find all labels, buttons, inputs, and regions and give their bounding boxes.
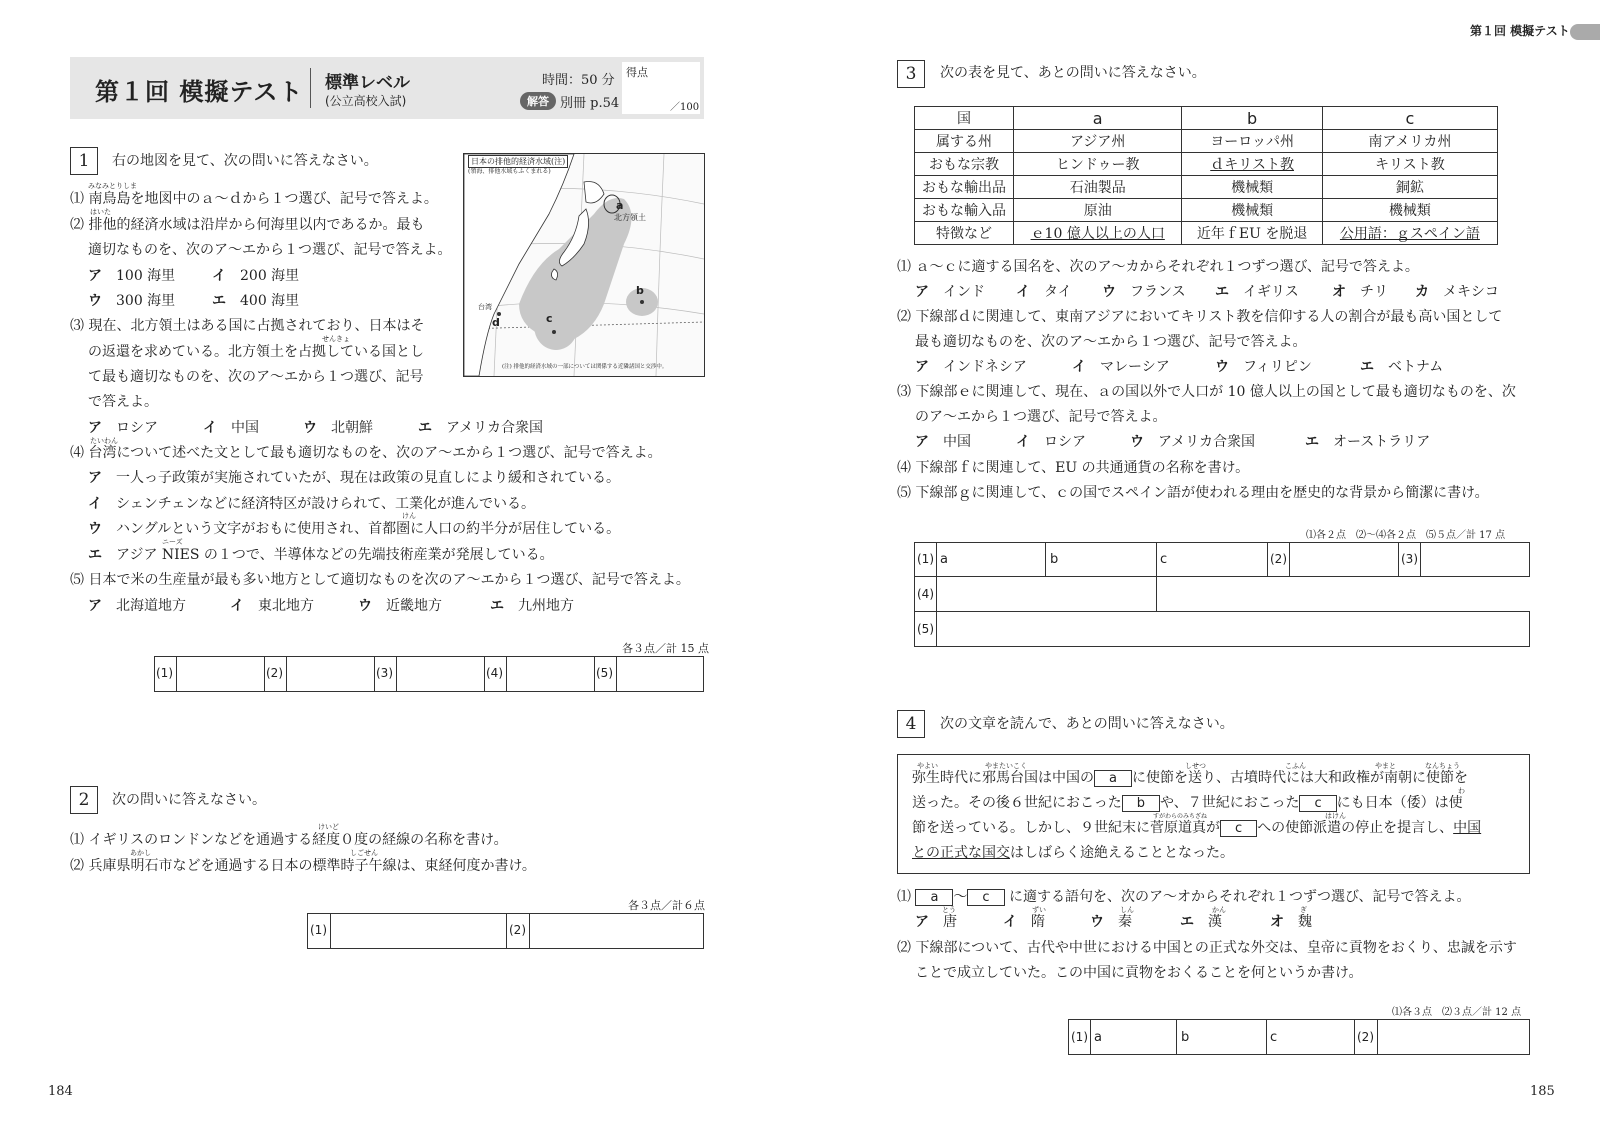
table-cell: 機械類 bbox=[1322, 199, 1497, 222]
q4-sub1-option-a: ア 唐 bbox=[915, 914, 957, 930]
table-header-cell: 国 bbox=[915, 107, 1014, 130]
map-label-d: d bbox=[492, 316, 500, 329]
table-row bbox=[915, 130, 1498, 153]
q1-answer-input-1[interactable] bbox=[177, 657, 263, 691]
q3-sub3-option-e: エ オーストラリア bbox=[1305, 434, 1431, 450]
q1-sub2-option-u: ウ 300 海里 bbox=[88, 293, 176, 309]
map-subtitle: (領海、排他水域もふくまれる) bbox=[468, 168, 551, 175]
ruby-haken: はけん bbox=[1325, 812, 1346, 820]
table-cell: おもな輸出品 bbox=[915, 176, 1014, 199]
q4-answer-input-c[interactable] bbox=[1283, 1020, 1353, 1054]
passage-blank-c: c bbox=[1299, 795, 1336, 812]
ruby-nies: ニーズ bbox=[162, 538, 183, 546]
running-head-tab bbox=[1570, 24, 1600, 40]
q2-sub2: ⑵ 兵庫県明石市などを通過する日本の標準時子午線は、東経何度か書け。 bbox=[70, 858, 536, 874]
table-header-cell: b bbox=[1182, 107, 1322, 130]
q4-answer-label-b: b bbox=[1181, 1030, 1190, 1045]
map-label-territory: 北方領土 bbox=[614, 213, 646, 222]
ruby-gi: ぎ bbox=[1300, 906, 1307, 914]
header-divider bbox=[310, 68, 311, 108]
q3-sub2-option-u: ウ フィリピン bbox=[1215, 359, 1312, 375]
level-sub: (公立高校入試) bbox=[325, 94, 407, 108]
q4-sub1: ⑴ a ～ c に適する語句を、次のア～オからそれぞれ１つずつ選び、記号で答えよ。 bbox=[897, 889, 1471, 905]
q1-sub5-option-i: イ 東北地方 bbox=[230, 598, 314, 614]
map-title: 日本の排他的経済水域(注) bbox=[468, 155, 568, 168]
q3-answer-input-4[interactable] bbox=[937, 577, 1156, 611]
q1-sub5-option-e: エ 九州地方 bbox=[490, 598, 574, 614]
table-row bbox=[915, 222, 1498, 245]
q4-answer-input-b[interactable] bbox=[1194, 1020, 1265, 1054]
table-row bbox=[915, 176, 1498, 199]
map-label-taiwan: 台湾 bbox=[478, 303, 492, 311]
ruby-ken: けん bbox=[402, 512, 416, 520]
table-cell: アジア州 bbox=[1014, 130, 1182, 153]
q1-sub4-option-a: ア 一人っ子政策が実施されていたが、現在は政策の見直しにより緩和されている。 bbox=[88, 470, 620, 486]
table-cell: ｄキリスト教 bbox=[1182, 153, 1322, 176]
table-header-cell: a bbox=[1014, 107, 1182, 130]
q4-sub2-line1: ⑵ 下線部について、古代や中世における中国との正式な外交は、皇帝に貢物をおくり、忠誠を示す bbox=[897, 940, 1517, 956]
table-header-row bbox=[915, 107, 1498, 130]
table-cell: おもな輸入品 bbox=[915, 199, 1014, 222]
q4-sub1-option-u: ウ 秦 bbox=[1090, 914, 1132, 930]
table-cell: 銅鉱 bbox=[1322, 176, 1497, 199]
map-label-b: b bbox=[636, 284, 644, 297]
q1-sub3-line4: で答えよ。 bbox=[88, 394, 158, 410]
q4-points: ⑴各３点 ⑵３点／計 12 点 bbox=[1392, 1007, 1522, 1018]
ruby-wa: わ bbox=[1458, 787, 1465, 795]
answer-badge: 解答 bbox=[520, 92, 556, 110]
q3-answer-label-c: c bbox=[1160, 552, 1168, 567]
ruby-kan: かん bbox=[1212, 906, 1226, 914]
table-row bbox=[915, 199, 1498, 222]
q1-sub5: ⑸ 日本で米の生産量が最も多い地方として適切なものを次のア～エから１つ選び、記号で答えよ。 bbox=[70, 572, 690, 588]
question-3-prompt: 次の表を見て、あとの問いに答えなさい。 bbox=[940, 65, 1206, 81]
test-title: 第１回 模擬テスト bbox=[95, 78, 304, 106]
table-cell: 公用語：ｇスペイン語 bbox=[1322, 222, 1497, 245]
q1-sub3-option-i: イ 中国 bbox=[203, 420, 259, 436]
table-cell: おもな宗教 bbox=[915, 153, 1014, 176]
q3-answer-input-a[interactable] bbox=[952, 543, 1044, 576]
q3-sub1-option-e: エ イギリス bbox=[1215, 284, 1299, 300]
q4-answer-label-1: (1) bbox=[1071, 1030, 1088, 1044]
q3-answer-input-3[interactable] bbox=[1421, 543, 1529, 576]
q1-sub2-line1: ⑵ 排他的経済水域は沿岸から何海里以内であるか。最も bbox=[70, 217, 425, 233]
q3-answer-label-b: b bbox=[1050, 552, 1059, 567]
table-cell: 近年ｆEU を脱退 bbox=[1182, 222, 1322, 245]
table-cell: ｅ10 億人以上の人口 bbox=[1014, 222, 1182, 245]
q3-answer-input-5[interactable] bbox=[937, 612, 1529, 646]
q4-sub2-line2: ことで成立していた。この中国に貢物をおくることを何というか書け。 bbox=[915, 965, 1363, 981]
q3-answer-label-2: (2) bbox=[1270, 552, 1287, 566]
q4-answer-input-2[interactable] bbox=[1378, 1020, 1529, 1054]
q3-answer-label-1: (1) bbox=[917, 552, 934, 566]
page-number-left: 184 bbox=[48, 1084, 73, 1099]
q1-sub3-option-a: ア ロシア bbox=[88, 420, 158, 436]
time-limit: 時間：50 分 bbox=[542, 73, 615, 88]
table-cell: 原油 bbox=[1014, 199, 1182, 222]
passage-blank-c2: c bbox=[1220, 820, 1257, 837]
q1-sub4-option-u: ウ ハングルという文字がおもに使用され、首都圏に人口の約半分が居住している。 bbox=[88, 521, 621, 537]
q3-sub1-option-ka: カ メキシコ bbox=[1415, 284, 1499, 300]
q1-sub2-option-a: ア 100 海里 bbox=[88, 268, 176, 284]
question-1-prompt: 右の地図を見て、次の問いに答えなさい。 bbox=[112, 153, 378, 169]
question-3-number: 3 bbox=[897, 60, 925, 88]
question-2-prompt: 次の問いに答えなさい。 bbox=[112, 792, 266, 808]
ruby-shin: しん bbox=[1120, 906, 1134, 914]
q3-sub3-line1: ⑶ 下線部ｅに関連して、現在、ａの国以外で人口が 10 億人以上の国として最も適切なものを、次 bbox=[897, 384, 1516, 400]
q3-sub2-option-i: イ マレーシア bbox=[1072, 359, 1170, 375]
ruby-minamitorishima: みなみとりしま bbox=[88, 182, 137, 190]
ruby-michizane: すがわらのみちざね bbox=[1153, 813, 1208, 820]
q1-sub3-line3: て最も適切なものを、次のア～エから１つ選び、記号 bbox=[88, 369, 424, 385]
q4-answer-label-c: c bbox=[1270, 1030, 1278, 1045]
q3-sub2-option-e: エ ベトナム bbox=[1360, 359, 1444, 375]
q3-sub1: ⑴ ａ～ｃに適する国名を、次のア～カからそれぞれ１つずつ選び、記号で答えよ。 bbox=[897, 259, 1419, 275]
q4-sub1-option-o: オ 魏 bbox=[1270, 914, 1312, 930]
q3-answer-input-c[interactable] bbox=[1172, 543, 1266, 576]
q4-blank-a: a bbox=[915, 889, 953, 906]
q1-sub3-line1: ⑶ 現在、北方領土はある国に占拠されており、日本はそ bbox=[70, 318, 425, 334]
q1-sub4-option-e: エ アジア NIES の１つで、半導体などの先端技術産業が発展している。 bbox=[88, 547, 554, 563]
passage-line-3: 節を送っている。しかし、９世紀末に菅原道真が c への使節派遣の停止を提言し、中国 bbox=[912, 820, 1482, 836]
q1-answer-label-4: (4) bbox=[486, 666, 503, 680]
ruby-yamatai: やまたいこく bbox=[985, 762, 1027, 770]
q3-sub1-option-o: オ チリ bbox=[1332, 284, 1388, 300]
q2-answer-label-1: (1) bbox=[310, 923, 327, 937]
ruby-shigosen: しごせん bbox=[350, 849, 378, 857]
q1-answer-label-2: (2) bbox=[266, 666, 283, 680]
q3-sub4: ⑷ 下線部ｆに関連して、EU の共通通貨の名称を書け。 bbox=[897, 460, 1250, 476]
table-cell: ヒンドゥー教 bbox=[1014, 153, 1182, 176]
table-cell: 機械類 bbox=[1182, 199, 1322, 222]
q1-answer-label-1: (1) bbox=[156, 666, 173, 680]
eez-map bbox=[463, 153, 705, 377]
ruby-senkyo: せんきょ bbox=[322, 335, 350, 343]
q4-sub1-option-i: イ 隋 bbox=[1003, 914, 1045, 930]
q1-sub4-option-i: イ シェンチェンなどに経済特区が設けられて、工業化が進んでいる。 bbox=[88, 496, 536, 512]
score-total: ／100 bbox=[670, 102, 700, 113]
q1-answer-input-2[interactable] bbox=[287, 657, 373, 691]
q3-answer-input-b[interactable] bbox=[1062, 543, 1155, 576]
question-4-number: 4 bbox=[897, 710, 925, 738]
ruby-taiwan: たいわん bbox=[90, 437, 118, 445]
q4-blank-c: c bbox=[967, 889, 1004, 906]
q3-sub3-option-a: ア 中国 bbox=[915, 434, 971, 450]
table-cell: キリスト教 bbox=[1322, 153, 1497, 176]
q2-points: 各３点／計６点 bbox=[628, 899, 705, 912]
map-label-a: a bbox=[616, 199, 624, 212]
passage-blank-a: a bbox=[1094, 770, 1132, 787]
map-note: (注) 排他的経済水域の一部については関係する近隣諸国と交渉中。 bbox=[502, 364, 668, 370]
q4-answer-label-a: a bbox=[1094, 1030, 1102, 1045]
q3-sub3-line2: のア～エから１つ選び、記号で答えよ。 bbox=[915, 409, 1167, 425]
q1-sub1: ⑴ 南鳥島を地図中のａ～ｄから１つ選び、記号で答えよ。 bbox=[70, 191, 438, 207]
ruby-shisetsu: しせつ bbox=[1185, 762, 1206, 770]
q3-sub2-option-a: ア インドネシア bbox=[915, 359, 1027, 375]
passage-blank-b: b bbox=[1122, 795, 1160, 812]
q1-sub2-option-e: エ 400 海里 bbox=[212, 293, 300, 309]
table-cell: 機械類 bbox=[1182, 176, 1322, 199]
q1-answer-label-3: (3) bbox=[376, 666, 393, 680]
q3-sub1-option-i: イ タイ bbox=[1016, 284, 1072, 300]
q3-answer-label-4: (4) bbox=[917, 587, 934, 601]
q3-points: ⑴各２点 ⑵～⑷各２点 ⑸５点／計 17 点 bbox=[1306, 530, 1506, 541]
ruby-kofun: こふん bbox=[1285, 762, 1306, 770]
table-cell: 特徴など bbox=[915, 222, 1014, 245]
q3-answer-label-3: (3) bbox=[1401, 552, 1418, 566]
q4-answer-label-2: (2) bbox=[1357, 1030, 1374, 1044]
q1-answer-input-4[interactable] bbox=[507, 657, 593, 691]
q4-answer-input-a[interactable] bbox=[1106, 1020, 1175, 1054]
q2-sub1: ⑴ イギリスのロンドンなどを通過する経度０度の経線の名称を書け。 bbox=[70, 832, 508, 848]
q1-sub5-option-u: ウ 近畿地方 bbox=[358, 598, 442, 614]
q3-sub3-option-u: ウ アメリカ合衆国 bbox=[1130, 434, 1256, 450]
ruby-akashi: あかし bbox=[130, 849, 151, 857]
table-cell: 石油製品 bbox=[1014, 176, 1182, 199]
q4-sub1-option-e: エ 漢 bbox=[1180, 914, 1222, 930]
q3-sub2-line1: ⑵ 下線部ｄに関連して、東南アジアにおいてキリスト教を信仰する人の割合が最も高い国として bbox=[897, 309, 1503, 325]
table-header-cell: c bbox=[1322, 107, 1497, 130]
ruby-yayoi: やよい bbox=[917, 762, 938, 770]
q1-points: 各３点／計 15 点 bbox=[622, 642, 709, 655]
q3-sub1-option-a: ア インド bbox=[915, 284, 985, 300]
q3-sub3-option-i: イ ロシア bbox=[1016, 434, 1086, 450]
running-head: 第１回 模擬テスト bbox=[1470, 24, 1570, 38]
q2-answer-label-2: (2) bbox=[509, 923, 526, 937]
q1-sub2-option-i: イ 200 海里 bbox=[212, 268, 300, 284]
level-label: 標準レベル bbox=[325, 73, 410, 93]
q3-answer-label-5: (5) bbox=[917, 622, 934, 636]
ruby-zui: ずい bbox=[1032, 906, 1046, 914]
country-table bbox=[914, 106, 1498, 245]
ruby-yamato: やまと bbox=[1375, 762, 1396, 770]
table-cell: 南アメリカ州 bbox=[1322, 130, 1497, 153]
question-1-number: 1 bbox=[70, 147, 98, 175]
score-label: 得点 bbox=[626, 66, 648, 79]
table-cell: ヨーロッパ州 bbox=[1182, 130, 1322, 153]
q1-sub3-option-e: エ アメリカ合衆国 bbox=[418, 420, 544, 436]
table-row bbox=[915, 153, 1498, 176]
question-4-prompt: 次の文章を読んで、あとの問いに答えなさい。 bbox=[940, 716, 1234, 732]
q3-sub5: ⑸ 下線部ｇに関連して、ｃの国でスペイン語が使われる理由を歴史的な背景から簡潔に書け。 bbox=[897, 485, 1489, 501]
q1-sub2-line2: 適切なものを、次のア～エから１つ選び、記号で答えよ。 bbox=[88, 242, 452, 258]
passage-line-1: 弥生時代に邪馬台国は中国の a に使節を送り、古墳時代には大和政権が南朝に使節を bbox=[912, 770, 1468, 786]
q3-sub1-option-u: ウ フランス bbox=[1102, 284, 1186, 300]
q3-sub2-line2: 最も適切なものを、次のア～エから１つ選び、記号で答えよ。 bbox=[915, 334, 1307, 350]
q3-answer-input-2[interactable] bbox=[1290, 543, 1397, 576]
q1-answer-input-3[interactable] bbox=[397, 657, 483, 691]
q1-answer-label-5: (5) bbox=[596, 666, 613, 680]
page-number-right: 185 bbox=[1530, 1084, 1555, 1099]
q2-answer-input-1[interactable] bbox=[331, 914, 505, 948]
q1-sub5-option-a: ア 北海道地方 bbox=[88, 598, 186, 614]
q3-answer-label-a: a bbox=[940, 552, 948, 567]
ruby-haita: はいた bbox=[90, 208, 111, 216]
q1-sub3-line2: の返還を求めている。北方領土を占拠している国とし bbox=[88, 344, 424, 360]
answer-reference: 別冊 p.54 bbox=[560, 96, 620, 111]
ruby-nancho: なんちょう bbox=[1425, 762, 1460, 770]
table-cell: 属する州 bbox=[915, 130, 1014, 153]
question-2-number: 2 bbox=[70, 786, 98, 814]
passage-line-2: 送った。その後６世紀におこった b や、７世紀におこった c にも日本（倭）は使 bbox=[912, 795, 1463, 811]
q1-sub4: ⑷ 台湾について述べた文として最も適切なものを、次のア～エから１つ選び、記号で答えよ。 bbox=[70, 445, 662, 461]
q1-sub3-option-u: ウ 北朝鮮 bbox=[303, 420, 373, 436]
q1-answer-input-5[interactable] bbox=[617, 657, 703, 691]
map-label-c: c bbox=[546, 312, 553, 325]
eez-map-drawing bbox=[464, 154, 704, 376]
ruby-tou: とう bbox=[942, 906, 956, 914]
ruby-keido: けいど bbox=[318, 823, 339, 831]
q2-answer-input-2[interactable] bbox=[530, 914, 703, 948]
passage-line-4: との正式な国交はしばらく途絶えることとなった。 bbox=[912, 845, 1234, 861]
